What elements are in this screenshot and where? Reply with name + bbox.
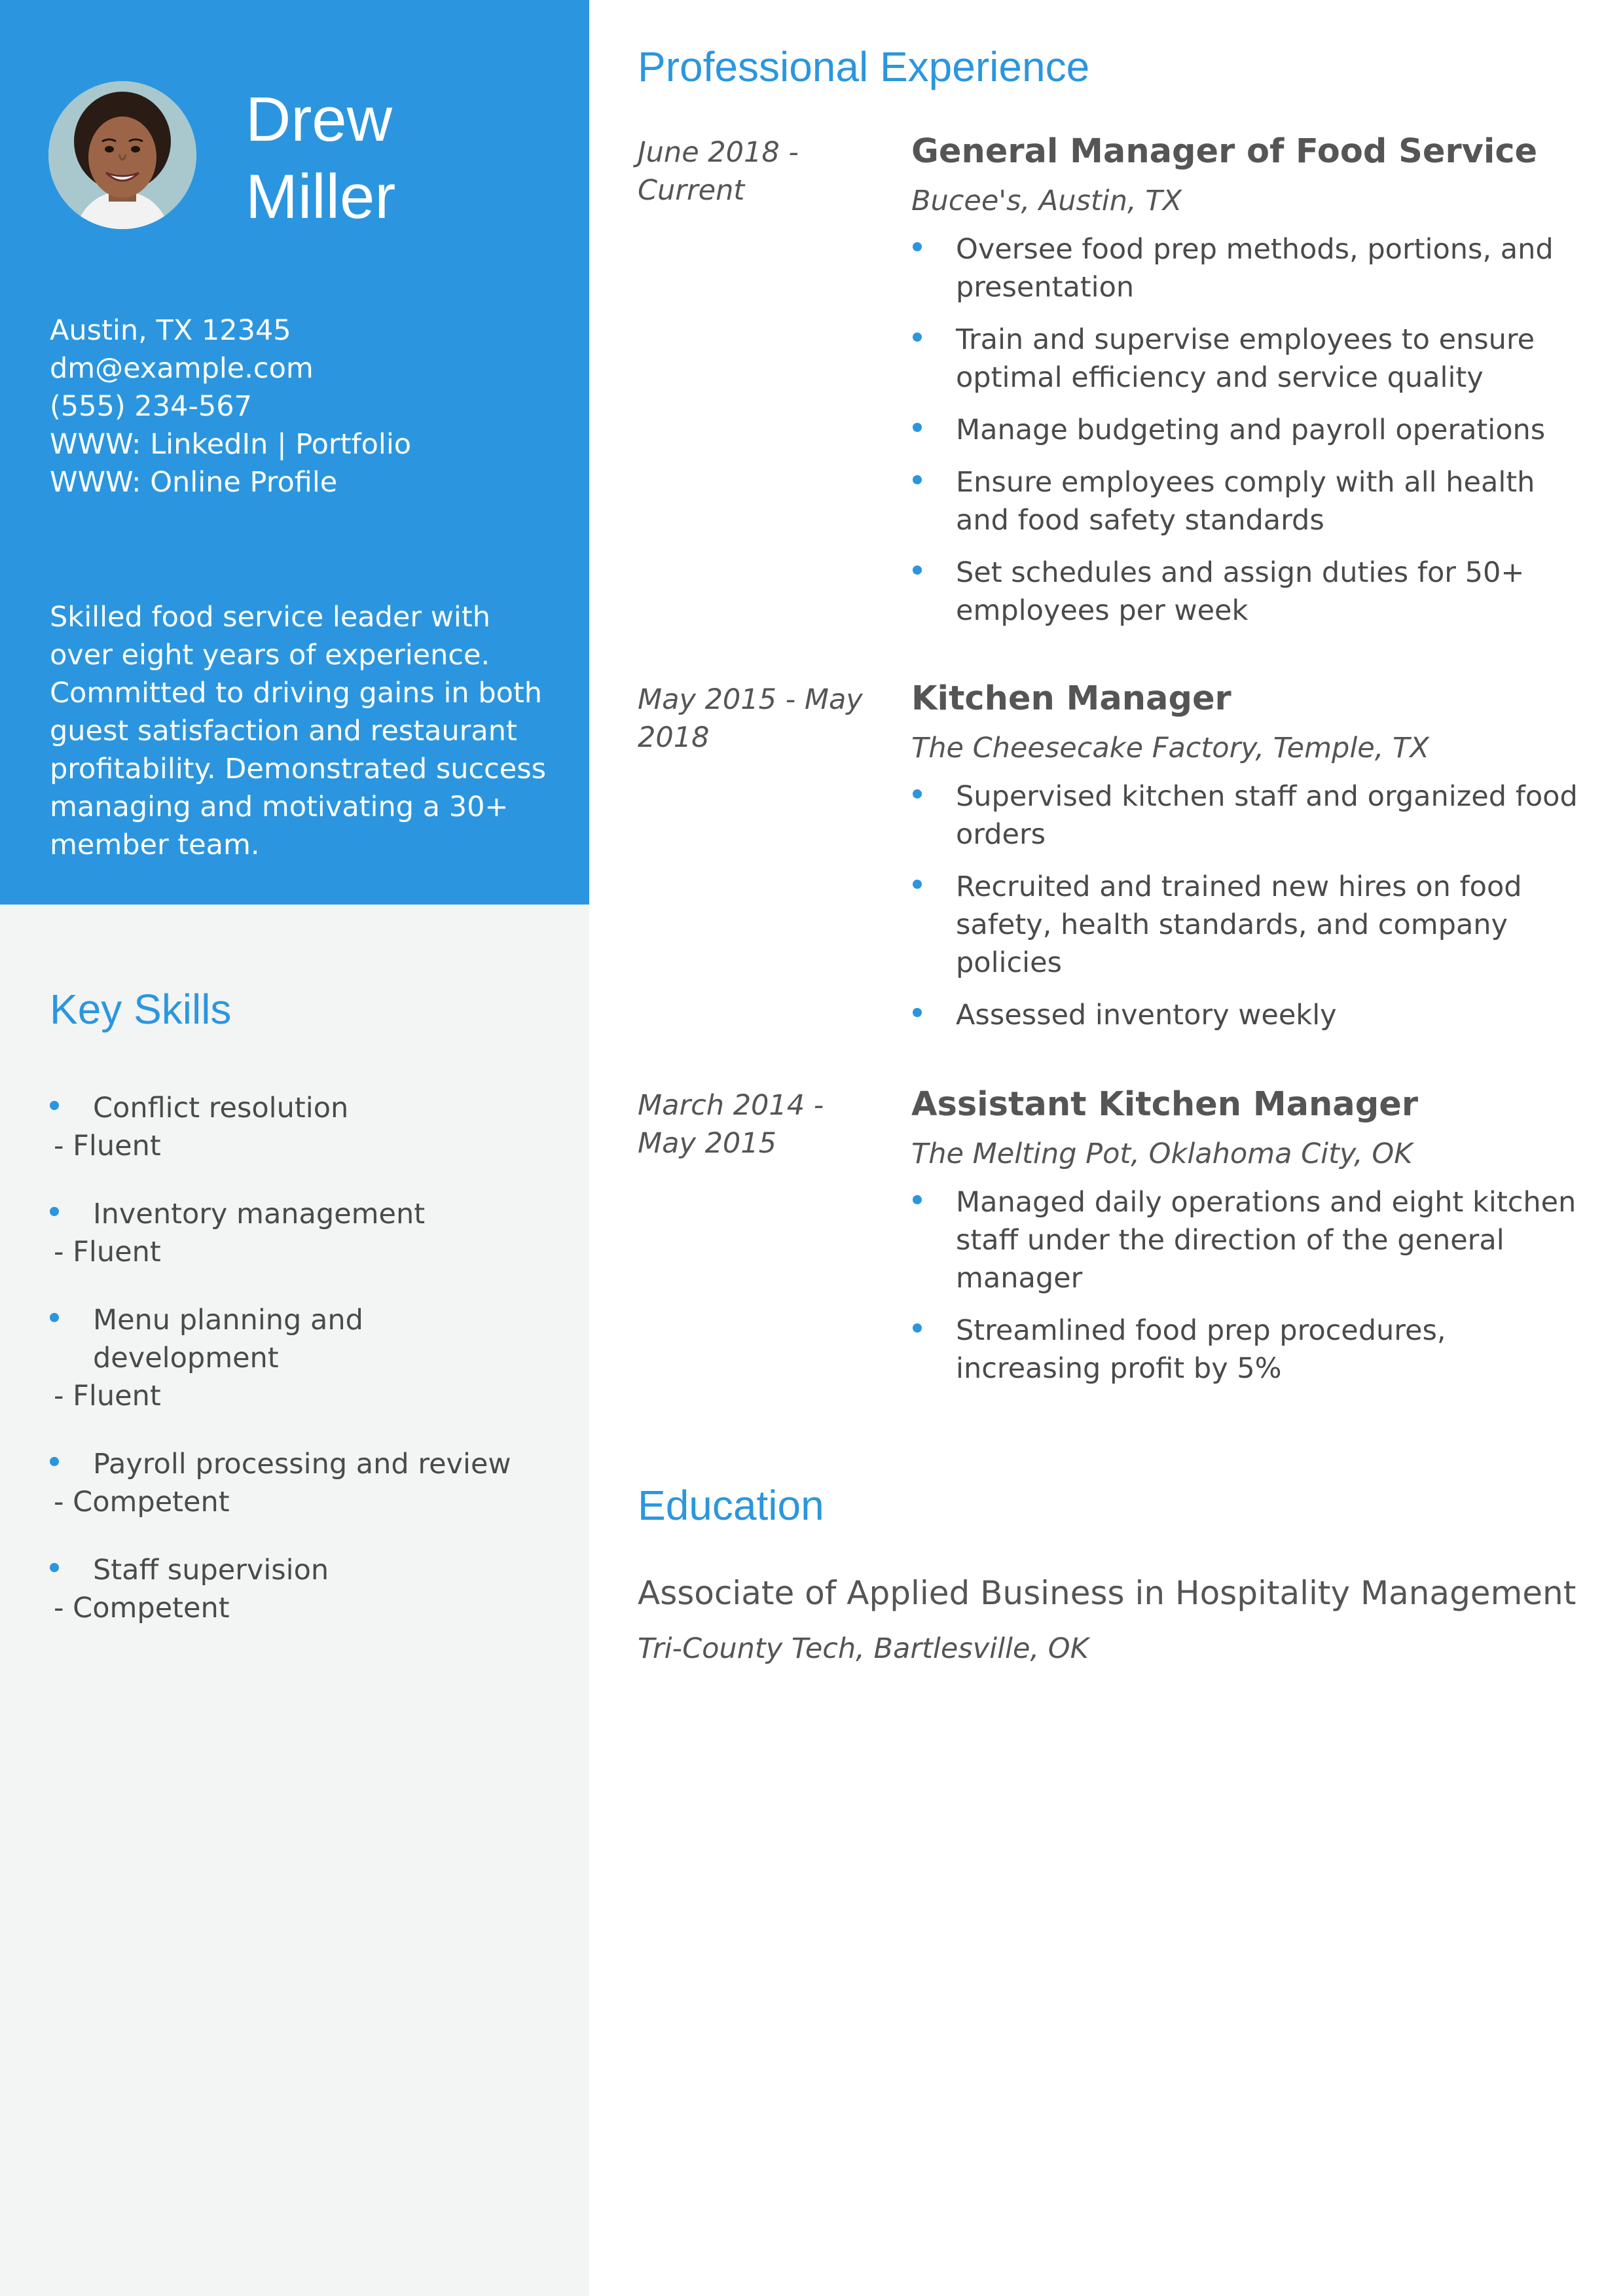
skill-level: - Fluent [54, 1236, 161, 1268]
skill-level: - Competent [54, 1486, 230, 1518]
job-dates: March 2014 - May 2015 [638, 1089, 824, 1160]
first-name: Drew [246, 84, 393, 154]
bullet-icon [913, 475, 922, 484]
profile-panel [0, 0, 589, 905]
list-item [911, 230, 1579, 306]
bullet-icon [913, 565, 922, 575]
list-item [911, 554, 1579, 630]
job-company: Bucee's, Austin, TX [911, 185, 1182, 217]
job-title: Assistant Kitchen Manager [911, 1085, 1418, 1124]
job-title: Kitchen Manager [911, 679, 1231, 718]
bullet-icon [913, 880, 922, 889]
skill-item [50, 1195, 560, 1271]
bullet-icon [913, 332, 922, 342]
skill-name: Inventory management [93, 1198, 426, 1230]
education-degree: Associate of Applied Business in Hospitality Management [638, 1574, 1577, 1612]
bullet-text: Managed daily operations and eight kitchen staff under the direction of the general manager [956, 1186, 1577, 1295]
skill-item [50, 1445, 560, 1521]
skill-item [50, 1301, 560, 1415]
skill-name: Payroll processing and review [93, 1448, 511, 1480]
bullet-icon [913, 1008, 922, 1017]
skill-name: Staff supervision [93, 1554, 329, 1587]
bullet-text: Train and supervise employees to ensure optimal efficiency and service quality [956, 323, 1535, 394]
bullet-text: Supervised kitchen staff and organized food orders [956, 780, 1578, 851]
skill-item [50, 1551, 560, 1627]
job-details [911, 1086, 1579, 1402]
experience-heading: Professional Experience [638, 43, 1090, 90]
avatar-portrait-icon [48, 81, 196, 229]
bullet-icon [913, 789, 922, 798]
job-dates: June 2018 - Current [638, 136, 799, 207]
bullet-icon [913, 1195, 922, 1204]
bullet-text: Set schedules and assign duties for 50+ employees per week [956, 556, 1525, 627]
sidebar [0, 0, 589, 2296]
job-company: The Cheesecake Factory, Temple, TX [911, 732, 1429, 764]
profile-summary: Skilled food service leader with over eight years of experience. Committed to driving gains in both guest satisfaction and restaurant profitability. Demonstrated success managing and motivating a 30+ member team. [50, 601, 547, 861]
job-dates: May 2015 - May 2018 [638, 683, 863, 754]
skills-heading: Key Skills [50, 986, 232, 1033]
skills-list [50, 1089, 560, 1657]
list-item [911, 1183, 1579, 1297]
contact-links: WWW: LinkedIn | Portfolio [50, 428, 412, 461]
bullet-icon [913, 423, 922, 432]
job-company: The Melting Pot, Oklahoma City, OK [911, 1138, 1413, 1170]
job-bullets [911, 1183, 1579, 1388]
contact-online-profile: WWW: Online Profile [50, 466, 338, 499]
bullet-icon [50, 1457, 59, 1466]
skill-name: Menu planning and development [93, 1304, 363, 1374]
list-item [911, 463, 1579, 539]
list-item [911, 996, 1579, 1034]
bullet-text: Streamlined food prep procedures, increasing profit by 5% [956, 1314, 1446, 1385]
list-item [911, 1312, 1579, 1388]
contact-phone: (555) 234-567 [50, 390, 252, 423]
job-details [911, 134, 1579, 644]
contact-info [50, 312, 411, 501]
job-bullets [911, 778, 1579, 1034]
bullet-text: Recruited and trained new hires on food safety, health standards, and company policies [956, 870, 1522, 979]
job-title: General Manager of Food Service [911, 132, 1538, 171]
bullet-icon [50, 1563, 59, 1572]
skill-level: - Fluent [54, 1130, 161, 1162]
skill-level: - Fluent [54, 1380, 161, 1412]
bullet-icon [913, 1323, 922, 1333]
skill-level: - Competent [54, 1592, 230, 1624]
education-school: Tri-County Tech, Bartlesville, OK [638, 1632, 1089, 1665]
bullet-icon [50, 1207, 59, 1216]
education-heading: Education [638, 1482, 824, 1529]
bullet-text: Manage budgeting and payroll operations [956, 414, 1546, 446]
bullet-icon [50, 1313, 59, 1322]
bullet-icon [913, 242, 922, 251]
bullet-icon [50, 1101, 59, 1110]
candidate-name [246, 81, 395, 236]
job-bullets [911, 230, 1579, 630]
avatar [48, 81, 196, 229]
list-item [911, 321, 1579, 397]
contact-address: Austin, TX 12345 [50, 314, 291, 347]
contact-email: dm@example.com [50, 352, 314, 385]
bullet-text: Assessed inventory weekly [956, 999, 1337, 1031]
list-item [911, 868, 1579, 982]
skill-name: Conflict resolution [93, 1092, 349, 1124]
bullet-text: Ensure employees comply with all health and food safety standards [956, 466, 1535, 537]
list-item [911, 411, 1579, 449]
job-details [911, 681, 1579, 1049]
bullet-text: Oversee food prep methods, portions, and presentation [956, 233, 1554, 304]
last-name: Miller [246, 162, 396, 232]
skill-item [50, 1089, 560, 1165]
list-item [911, 778, 1579, 853]
